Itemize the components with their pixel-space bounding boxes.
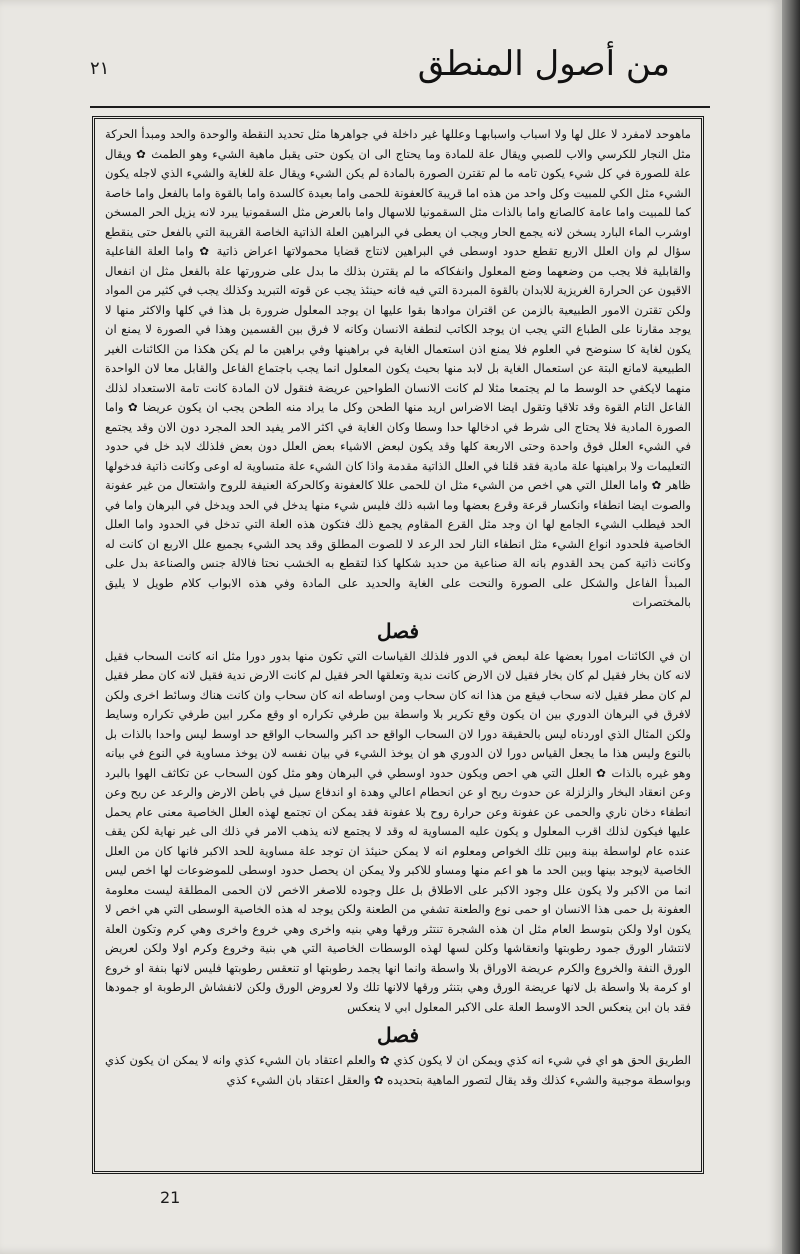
paragraph-1: ماهوحد لامفرد لا علل لها ولا اسباب واسبابهـا وعللها غير داخلة في جواهرها مثل تحديد النقطة والوحدة والحد ومبدأ الحركة مثل النجار للكرسي والاب للصبي ويقال علة للمادة وما يحتاج الى ان يكون حتى يقبل ماهية الشيء وهو الطمث ✿ ويقال علة للصورة في كل شيء يكون تامه ما لم تقترن الصورة بالمادة لم يكن الشيء ويقال علة للغاية والشيء الذي لاجله يكون الشيء مثل الكي للمبيت وكل واحد من هذه اما قريبة كالعفونة للحمى واما بعيدة كالسدة واما بالقوة واما بالفعل واما خاصة كما للمبيت واما عامة كالصانع واما بالذات مثل السقمونيا للاسهال واما بالعرض مثل السقمونيا يبرد لانه يزيل الحر المسخن اوشرب الماء البارد يسخن لانه يجمع الحار ويجب ان يعطى في البراهين العلة الذاتية الخاصة القريبة التي بالفعل حتى ينقطع سؤال لم وان العلل الاربع تقطع حدود اوسطى في البراهين لانتاج قضايا محمولاتها اعراض ذاتية ✿ واما العلة الفاعلية والقابلية فلا يجب من وضعهما وضع المعلول وانفكاكه ما لم يقترن بذلك ما بدل على ضرورتها علة بالفعل مثل ان انفعال الاقيون عن الحرارة الغريزية للابدان بالقوة المبردة التي فيه فانه حينئذ يجب عن قوته التبريد وكذلك يجب في كثير من المواد ولكن تقترن الامور الطبيعية بالزمن عن اقتران موادها بقوا عليها ان يوجد المعلول ضرورة بل هذا في كلها والاكثر منها لا يوجد مقارنا على الطباع التي يجب ان يوجد الكاتب لنطفة الانسان وكانه لا فرق بين القسمين وهذا في الصورة لا يمنع ان يكون لغاية كا سنوضح في العلوم فلا يمنع اذن استعمال الغاية في براهينها وفي براهين ما لم يكن هكذا من الكائنات الغير الطبيعية لامانع البتة عن استعمال الغاية بل لابد منها بحيث يكون المعلول انما يجب باجتماع الفاعل والقابل معا لان الواحدة منهما لايكفي حد الوسط ما لم يجتمعا مثلا لم كانت الانسان الطواحين عريضة فنقول لان المادة كانت تامة الاستعداد لذلك الفاعل التام القوة وقد تلاقيا وتقول ايضا الاضراس اريد منها الطحن وكل ما يراد منه الطحن يجب ان يكون عريضا ✿ واما الصورة المادية فلا يحتاج الى شرط في ادخالها حدا وسطا وكان الغاية في اكثر الامر يفيد الحد المجرد دون الان وقد يجتمع في الشيء العلل فوق واحدة وحتى الاربعة كلها وقد يكون لبعض الاشياء بعض العلل دون بعض فلذلك لابد خل في حدود التعليمات ولا براهينها علة مادية فقد قلنا في العلل الذاتية مقدمة واذا كان الشيء علة متساوية له اوعى وكانت ذاتية فدخولها ظاهر ✿ واما العلل التي هي اخص من الشيء مثل ان للحمى عللا كالعفونة وكالحركة العنيفة للروح واشتعال من غير عفونة والصوت ايضا انطفاء وانكسار قرعة وقرع بعضها وما اشبه ذلك فليس شيء منها يدخل في الحد ويدخل في البرهان واما في الحد فيطلب الشيء الجامع لها ان وجد مثل القرع المقاوم يجمع ذلك فتكون هذه العلة التي تدخل في الحدود واما العلل الخاصية فلحدود انواع الشيء مثل انطفاء النار لحد الرعد لا للصوت المطلق وقد يحد الشيء بجميع علل الاربع ان كانت له وكانت ذاتية كمن يحد القدوم بانه الة صناعية من حديد شكلها كذا لتقطع به الخشب نحتا فالالة جنس والصناعة بدل على المبدأ الفاعل والشكل على الصورة والنحت على الغاية والحديد على المادة وفي هذه الابواب كلام طويل لا يليق بالمختصرات: [105, 127, 691, 609]
text-frame: [92, 116, 704, 1174]
paragraph-3: الطريق الحق هو اي في شيء انه كذي ويمكن ان لا يكون كذي ✿ والعلم اعتقاد بان الشيء كذي وانه لا يمكن ان يكون كذي وبواسطة موجبية والشيء كذلك وقد يقال لتصور الماهية بتحديده ✿ والعقل اعتقاد بان الشيء كذي: [105, 1053, 691, 1087]
page-number-arabic: ٢١: [90, 58, 110, 79]
page-header: [90, 44, 710, 104]
section-heading-2: فصل: [376, 1023, 420, 1047]
section-heading-1: فصل: [376, 618, 420, 643]
page-edge: [782, 0, 800, 1254]
header-rule: [90, 106, 710, 108]
folio-number: 21: [160, 1188, 181, 1207]
paragraph-2: ان في الكائنات امورا بعضها علة لبعض في الدور فلذلك القياسات التي تكون منها بدور دورا مثل انه كانت السحاب فقيل لانه كان بخار فقيل لم كان بخار فقيل لان الارض كانت ندية وتعلقها الحر فقيل لم كانت الارض ندية فقيل لانه كان مطر فقيل لم كان مطر فقيل لانه سحاب فيقع من هذا انه كان سحاب ومن اوساطه انه كان سحاب وان كانت هناك وسائط اخرى ولكن لافرق في البرهان الدوري بين ان يكون وقع تكرير بلا واسطة بين طرفي تكراره او وقع مكرر ابين طرفي تكراره وسايط ولكن المثال الذي اوردناه ليس بالحقيقة دورا لان السحاب الواقع حد اكبر والسحاب الواقع حد اوسط ليس واحدا بالذات بل بالنوع وليس هذا ما يجعل القياس دورا لان الدوري هو ان يوخذ الشيء في بيان نفسه لان يوخذ مساوية في النوع في بيانه وهو غيره بالذات ✿ العلل التي هي احص ويكون حدود اوسطي في البرهان وهو مثل كون السحاب عن تكاثف الهوا بالبرد وعن انعقاد البخار والزلزلة عن حدوث ريح او عن انحطام اعالي وهدة او اندفاع سيل في باطن الارض والرعد عن ريح وعن انطفاء دخان ناري والحمى عن عفونة وعن حرارة روح بلا عفونة فقد يمكن ان تجتمع لهذه العلل الخاصية معنى عام يحمل عليها فيكون لذلك اقرب المعلول و يكون عليه المساوية له وقد لا يجتمع لانه يذهب الامر في ذلك الى غير نهاية لكن يقف عنده عام لواسطة بينة وبين تلك الخواص ومعلوم انه لا يمكن حنيئذ ان توجد علة مساوية للحد الاكبر فانها كان من العلل الخاصية لايوجد بينها وبين الحد ما هو اعم منها ومساو للاكبر ولا يمكن ان يحصل حدود اوسطى للموضوعات لها اخص ليس انما من الاكبر ولا يكون علل وجود الاكبر على الاطلاق بل علل وجوده للاصغر الاخص لان الحمى المطلقة ليست معلومة العفونة بل حمى هذا الانسان او حمى نوع والطعنة تشفي من الطعنة ولكن يوجد له هذه الخاصية الوسطى التي هي اخص لا يكون اولا ولكن بتوسط العام مثل ان هذه الشجرة تنتثر ورقها وهي بنيه واخرى وهي خروع واخرى وهي كرم وتكون العلة لانتشار الورق جمود رطوبتها وانعقاشها وكلن لسها لهذه الوسطات الخاصية التي هي بنية وخروع وكرم اولا ولكن لعريض الورق النفة والخروع والكرم عريضة الاوراق بلا واسطة وانما انها يجمد رطوبتها او تنعقس رطوبتها فليس لانها بنفة او خروع او كرمة بلا واسطة بل لانها عريضة الورق وهي بتنثر ورقها لالانها تلك ولا لعروض الورق ولكن لانفشاش الرطوبة او جمودها فقد بان ابن ينعكس الحد الاوسط العلة على الاكبر المعلول ابي لا ينعكس: [105, 648, 691, 1014]
running-head: من أصول المنطق: [417, 44, 670, 84]
